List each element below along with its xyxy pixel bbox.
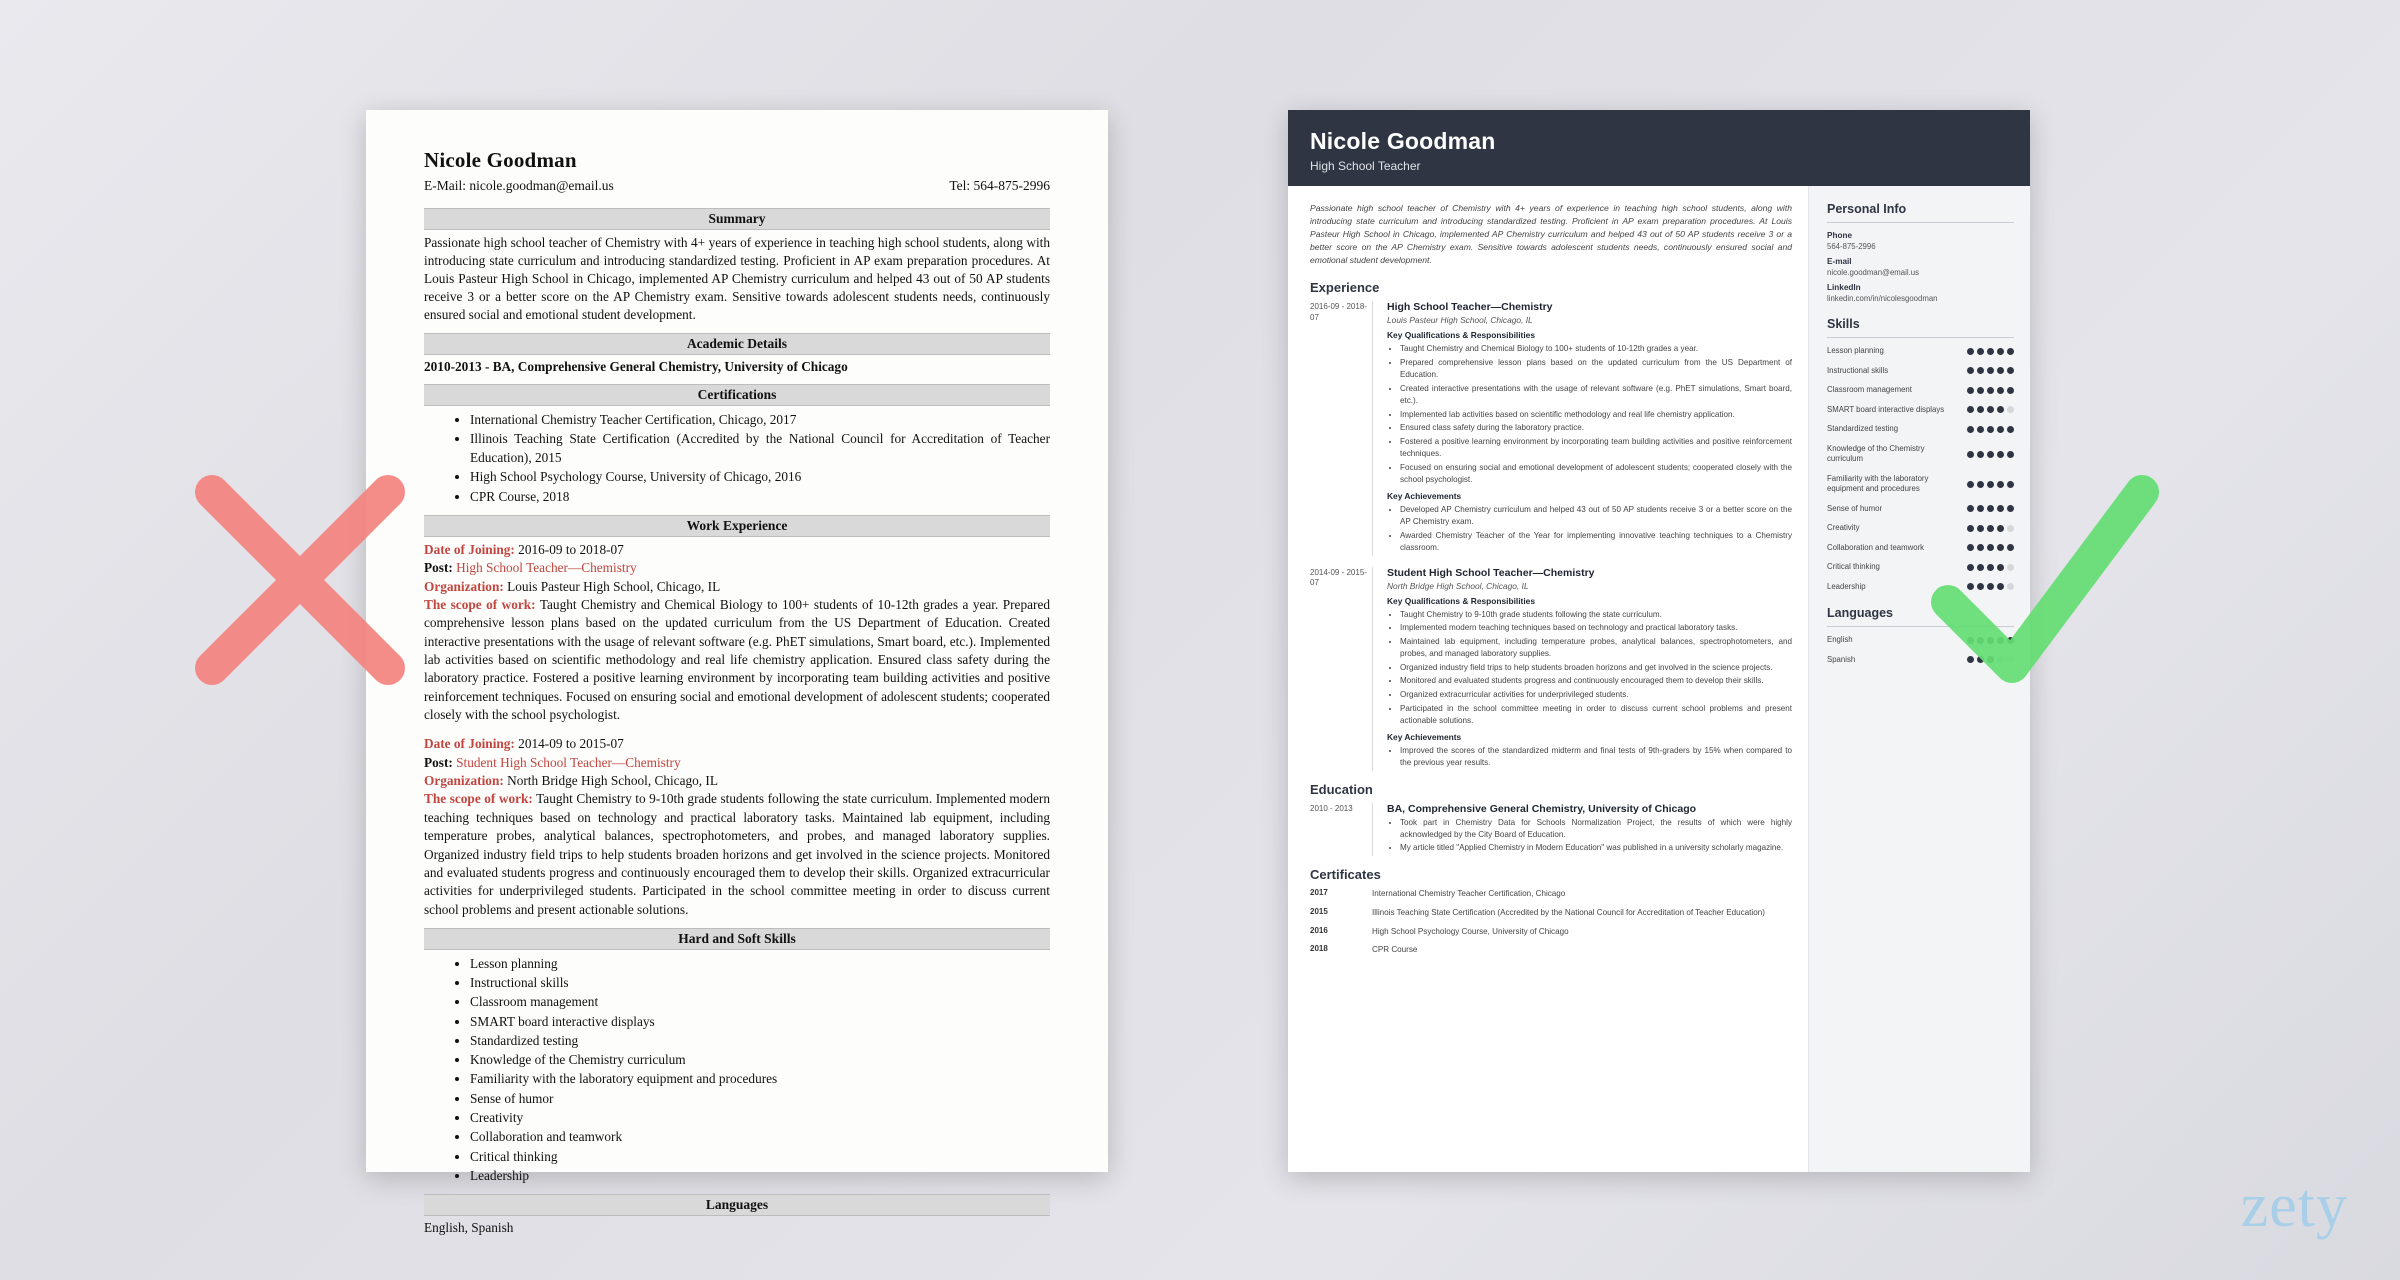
experience-dates: 2014-09 - 2015-07 xyxy=(1310,567,1367,588)
list-item: • Ensured class safety during the laboratory practice. xyxy=(1400,422,1792,434)
skill-name: Instructional skills xyxy=(1827,365,1889,375)
skill-name: Critical thinking xyxy=(1827,562,1880,572)
good-resume-main-column xyxy=(1288,186,1808,1172)
bad-job-post-1 xyxy=(424,559,1050,577)
bad-job-org-val-2: North Bridge High School, Chicago, IL xyxy=(503,773,718,789)
bad-job-scope-key-2: The scope of work: xyxy=(424,791,533,807)
skill-name: Collaboration and teamwork xyxy=(1827,542,1925,552)
divider xyxy=(1827,337,2014,338)
list-item: • Sense of humor xyxy=(470,1089,1050,1108)
bad-job-date-1 xyxy=(424,541,1050,559)
list-item: • Taught Chemistry to 9-10th grade students following the state curriculum. xyxy=(1400,609,1792,621)
sidebar-field-label-linkedin: LinkedIn xyxy=(1827,283,1861,292)
list-item: • Developed AP Chemistry curriculum and helped 43 out of 50 AP students receive 3 or a better score on the AP Chemistry exam. xyxy=(1400,504,1792,528)
bad-job-post-val-1: High School Teacher—Chemistry xyxy=(452,560,637,576)
bad-job-org-key-1: Organization: xyxy=(424,578,504,594)
bad-certifications-list xyxy=(424,410,1050,506)
list-item: • Knowledge of the Chemistry curriculum xyxy=(470,1050,1050,1069)
good-resume-role: High School Teacher xyxy=(1310,159,1421,173)
list-item: • SMART board interactive displays xyxy=(470,1012,1050,1031)
list-item: • CPR Course, 2018 xyxy=(470,487,1050,506)
language-name: English xyxy=(1827,635,1853,645)
bad-academic-text: 2010-2013 - BA, Comprehensive General Chemistry, University of Chicago xyxy=(424,358,848,374)
certificate-row xyxy=(1310,888,1792,900)
bad-section-languages-title: Languages xyxy=(424,1194,1050,1216)
good-summary-text: Passionate high school teacher of Chemistry with 4+ years of experience in teaching high school students, along with introducing state curriculum and introducing standardized testing. Proficient in AP exam preparation procedures. At Louis Pasteur High School in Chicago, implemented AP Chemistry curriculum and helped 43 out of 50 AP students receive 3 or a better score on the AP Chemistry exam. Sensitive towards adolescent students needs, continuously ensured social and emotional student development. xyxy=(1310,203,1792,265)
list-item: • Improved the scores of the standardized midterm and final tests of 9th-graders by 15% when compared to the previous year results. xyxy=(1400,745,1792,769)
bad-job-date-val-2: 2014-09 to 2015-07 xyxy=(514,736,624,752)
skill-row xyxy=(1827,405,2014,416)
sidebar-field-label-email: E-mail xyxy=(1827,257,1852,266)
bad-job-post-key-2: Post: xyxy=(424,754,453,770)
good-section-experience-title: Experience xyxy=(1310,280,1380,296)
bad-job-org-2 xyxy=(424,772,1050,790)
list-item: • High School Psychology Course, University of Chicago, 2016 xyxy=(470,467,1050,486)
bad-job-org-val-1: Louis Pasteur High School, Chicago, IL xyxy=(503,578,721,594)
skill-row xyxy=(1827,444,2014,465)
list-item: • Maintained lab equipment, including temperature probes, analytical balances, spectrophotometers, and probes, and managed laboratory supplies. xyxy=(1400,636,1792,660)
experience-title: High School Teacher—Chemistry xyxy=(1387,301,1553,314)
experience-organization: Louis Pasteur High School, Chicago, IL xyxy=(1387,315,1533,326)
list-item: • Familiarity with the laboratory equipment and procedures xyxy=(470,1069,1050,1088)
certificate-row xyxy=(1310,907,1792,919)
bad-section-work-title: Work Experience xyxy=(424,515,1050,537)
good-section-certificates-title: Certificates xyxy=(1310,867,1381,883)
bad-section-skills-title: Hard and Soft Skills xyxy=(424,928,1050,950)
bad-skills-list xyxy=(424,954,1050,1185)
skill-rating-dots xyxy=(1967,387,2014,394)
list-item: • Organized extracurricular activities for underprivileged students. xyxy=(1400,689,1792,701)
sidebar-field-value-email: nicole.goodman@email.us xyxy=(1827,268,1919,277)
sidebar-personal-info-title: Personal Info xyxy=(1827,202,1907,216)
experience-entry xyxy=(1310,567,1792,771)
experience-organization: North Bridge High School, Chicago, IL xyxy=(1387,580,1529,591)
language-name: Spanish xyxy=(1827,654,1856,664)
education-entry xyxy=(1310,803,1792,856)
list-item: • Critical thinking xyxy=(470,1147,1050,1166)
bad-job-date-val-1: 2016-09 to 2018-07 xyxy=(514,542,624,558)
list-item: • Classroom management xyxy=(470,992,1050,1011)
experience-entry xyxy=(1310,301,1792,555)
skill-row xyxy=(1827,366,2014,377)
skill-name: Standardized testing xyxy=(1827,424,1899,434)
bad-job-post-key-1: Post: xyxy=(424,560,453,576)
divider xyxy=(1827,222,2014,223)
green-check-icon xyxy=(1930,470,2160,700)
experience-title: Student High School Teacher—Chemistry xyxy=(1387,566,1595,579)
list-item: • Organized industry field trips to help students broaden horizons and get involved in the science projects. xyxy=(1400,662,1792,674)
experience-achievements-title: Key Achievements xyxy=(1387,491,1462,501)
bad-job-date-key-1: Date of Joining: xyxy=(424,542,515,558)
good-resume-document xyxy=(1288,110,2030,1172)
list-item: • Prepared comprehensive lesson plans based on the updated curriculum from the US Department of Education. xyxy=(1400,357,1792,381)
sidebar-field-value-linkedin[interactable]: linkedin.com/in/nicolesgoodman xyxy=(1827,294,1938,303)
skill-rating-dots xyxy=(1967,406,2014,413)
certificate-text: High School Psychology Course, University of Chicago xyxy=(1372,926,1569,936)
skill-row xyxy=(1827,424,2014,435)
list-item: • Monitored and evaluated students progress and continuously encouraged them to develop their skills. xyxy=(1400,675,1792,687)
bad-resume-name: Nicole Goodman xyxy=(424,148,577,172)
bad-resume-document xyxy=(366,110,1108,1236)
bad-job-scope-val-2: Taught Chemistry to 9-10th grade students following the state curriculum. Implemented modern teaching techniques based on technology and practical laboratory tasks. Maintained lab equipment, including temperature probes, analytical balances, spectrophotometers, and probes, and managed laboratory supplies. Organized industry field trips to help students broaden horizons and get involved in the science projects. Monitored and evaluated students progress and continuously encouraged them to develop their skills. Organized extracurricular activities for underprivileged students. Participated in the school committee meeting in order to discuss current school problems and present actionable solutions. xyxy=(424,791,1050,917)
certificate-year: 2016 xyxy=(1310,925,1328,935)
bad-section-summary-title: Summary xyxy=(424,208,1050,230)
certificate-year: 2015 xyxy=(1310,906,1328,916)
list-item: • Taught Chemistry and Chemical Biology to 100+ students of 10-12th grades a year. xyxy=(1400,343,1792,355)
education-dates: 2010 - 2013 xyxy=(1310,803,1353,813)
list-item: • Leadership xyxy=(470,1166,1050,1185)
experience-qualifications-list xyxy=(1387,343,1792,486)
sidebar-field-value-phone: 564-875-2996 xyxy=(1827,242,1876,251)
good-resume-header xyxy=(1288,110,2030,186)
zety-logo: zety xyxy=(2240,1172,2348,1240)
list-item: • Implemented lab activities based on scientific methodology and real life chemistry application. xyxy=(1400,409,1792,421)
education-title: BA, Comprehensive General Chemistry, University of Chicago xyxy=(1387,802,1697,815)
list-item: • Took part in Chemistry Data for Schools Normalization Project, the results of which were highly acknowledged by the City Board of Education. xyxy=(1400,817,1792,841)
skill-row xyxy=(1827,385,2014,396)
bad-job-scope-key-1: The scope of work: xyxy=(424,597,536,613)
bad-resume-email: E-Mail: nicole.goodman@email.us xyxy=(424,178,614,193)
skill-rating-dots xyxy=(1967,451,2014,458)
bad-job-date-key-2: Date of Joining: xyxy=(424,736,515,752)
bad-languages-text: English, Spanish xyxy=(424,1220,514,1236)
experience-qualifications-title: Key Qualifications & Responsibilities xyxy=(1387,595,1535,606)
bad-job-scope-val-1: Taught Chemistry and Chemical Biology to 100+ students of 10-12th grades a year. Prepared comprehensive lesson plans based on the updated curriculum from the US Department of Education. Created interactive presentations with the usage of relevant software (e.g. PhET simulations, Smart board, etc.). Implemented lab activities based on scientific methodology and real life chemistry application. Ensured class safety during the laboratory practice. Fostered a positive learning environment by incorporating team building activities and positive reinforcement techniques. Focused on ensuring social and emotional development of adolescent students; cooperated closely with the school psychologist. xyxy=(424,597,1050,723)
experience-achievements-title: Key Achievements xyxy=(1387,731,1462,742)
certificate-text: Illinois Teaching State Certification (Accredited by the National Council for Accreditation of Teacher Education) xyxy=(1372,907,1765,917)
list-item: • Collaboration and teamwork xyxy=(470,1127,1050,1146)
skill-name: Creativity xyxy=(1827,523,1860,533)
sidebar-field-label-phone: Phone xyxy=(1827,231,1853,240)
skill-rating-dots xyxy=(1967,367,2014,374)
list-item: • Focused on ensuring social and emotional development of adolescent students; cooperated closely with the school psychologist. xyxy=(1400,462,1792,486)
list-item: • My article titled "Applied Chemistry in Modern Education" was published in a university scholarly magazine. xyxy=(1400,842,1792,854)
sidebar-languages-title: Languages xyxy=(1827,606,1893,621)
bad-summary-text: Passionate high school teacher of Chemistry with 4+ years of experience in teaching high school students, along with introducing state curriculum and introducing standardized testing. Proficient in AP exam preparation procedures. At Louis Pasteur High School in Chicago, implemented AP Chemistry curriculum and helped 43 out of 50 AP students receive 3 or a better score on the AP Chemistry exam. Sensitive towards adolescent students needs, continuously ensured social and emotional student development. xyxy=(424,235,1050,322)
skill-rating-dots xyxy=(1967,426,2014,433)
bad-job-scope-1 xyxy=(424,596,1050,724)
experience-qualifications-title: Key Qualifications & Responsibilities xyxy=(1387,330,1535,341)
skill-name: SMART board interactive displays xyxy=(1827,404,1945,414)
list-item: • Participated in the school committee meeting in order to discuss current school problems and present actionable solutions. xyxy=(1400,703,1792,727)
list-item: • International Chemistry Teacher Certification, Chicago, 2017 xyxy=(470,410,1050,429)
list-item: • Instructional skills xyxy=(470,973,1050,992)
bad-resume-phone: Tel: 564-875-2996 xyxy=(949,178,1050,193)
bad-job-date-2 xyxy=(424,735,1050,753)
list-item: • Created interactive presentations with the usage of relevant software (e.g. PhET simulations, Smart board, etc.). xyxy=(1400,383,1792,407)
good-section-education-title: Education xyxy=(1310,781,1373,797)
red-cross-icon xyxy=(190,470,410,690)
bad-resume-contact xyxy=(424,178,1050,194)
sidebar-skills-title: Skills xyxy=(1827,317,1860,331)
list-item: • Creativity xyxy=(470,1108,1050,1127)
experience-achievements-list xyxy=(1387,745,1792,769)
certificate-row xyxy=(1310,926,1792,938)
skill-name: Knowledge of tho Chemistry curriculum xyxy=(1827,443,1925,464)
list-item: • Fostered a positive learning environment by incorporating team building activities and positive reinforcement techniques. xyxy=(1400,436,1792,460)
skill-rating-dots xyxy=(1967,348,2014,355)
experience-dates: 2016-09 - 2018-07 xyxy=(1310,302,1367,323)
skill-row xyxy=(1827,346,2014,357)
certificate-year: 2018 xyxy=(1310,944,1328,954)
experience-qualifications-list xyxy=(1387,609,1792,727)
list-item: • Standardized testing xyxy=(470,1031,1050,1050)
bad-job-post-val-2: Student High School Teacher—Chemistry xyxy=(452,754,681,770)
skill-name: Sense of humor xyxy=(1827,503,1883,513)
bad-job-org-1 xyxy=(424,578,1050,596)
list-item: • Illinois Teaching State Certification (Accredited by the National Council for Accreditation of Teacher Education), 2015 xyxy=(470,429,1050,468)
skill-name: Familiarity with the laboratory equipment and procedures xyxy=(1827,473,1929,494)
bad-job-post-2 xyxy=(424,754,1050,772)
skill-name: Lesson planning xyxy=(1827,346,1884,355)
list-item: • Implemented modern teaching techniques based on technology and practical laboratory tasks. xyxy=(1400,622,1792,634)
certificate-row xyxy=(1310,944,1792,956)
certificate-year: 2017 xyxy=(1310,888,1328,898)
certificate-text: International Chemistry Teacher Certification, Chicago xyxy=(1372,889,1566,899)
list-item: • Lesson planning xyxy=(470,954,1050,973)
education-bullets-list xyxy=(1387,817,1792,855)
good-resume-name: Nicole Goodman xyxy=(1310,128,1496,154)
bad-job-org-key-2: Organization: xyxy=(424,773,504,789)
bad-section-academic-title: Academic Details xyxy=(424,333,1050,355)
list-item: • Awarded Chemistry Teacher of the Year for implementing innovative teaching techniques to a Chemistry classroom. xyxy=(1400,530,1792,554)
skill-name: Classroom management xyxy=(1827,385,1912,395)
certificate-text: CPR Course xyxy=(1372,945,1418,955)
skill-name: Leadership xyxy=(1827,581,1866,591)
bad-job-scope-2 xyxy=(424,790,1050,918)
experience-achievements-list xyxy=(1387,504,1792,554)
bad-section-certifications-title: Certifications xyxy=(424,384,1050,406)
